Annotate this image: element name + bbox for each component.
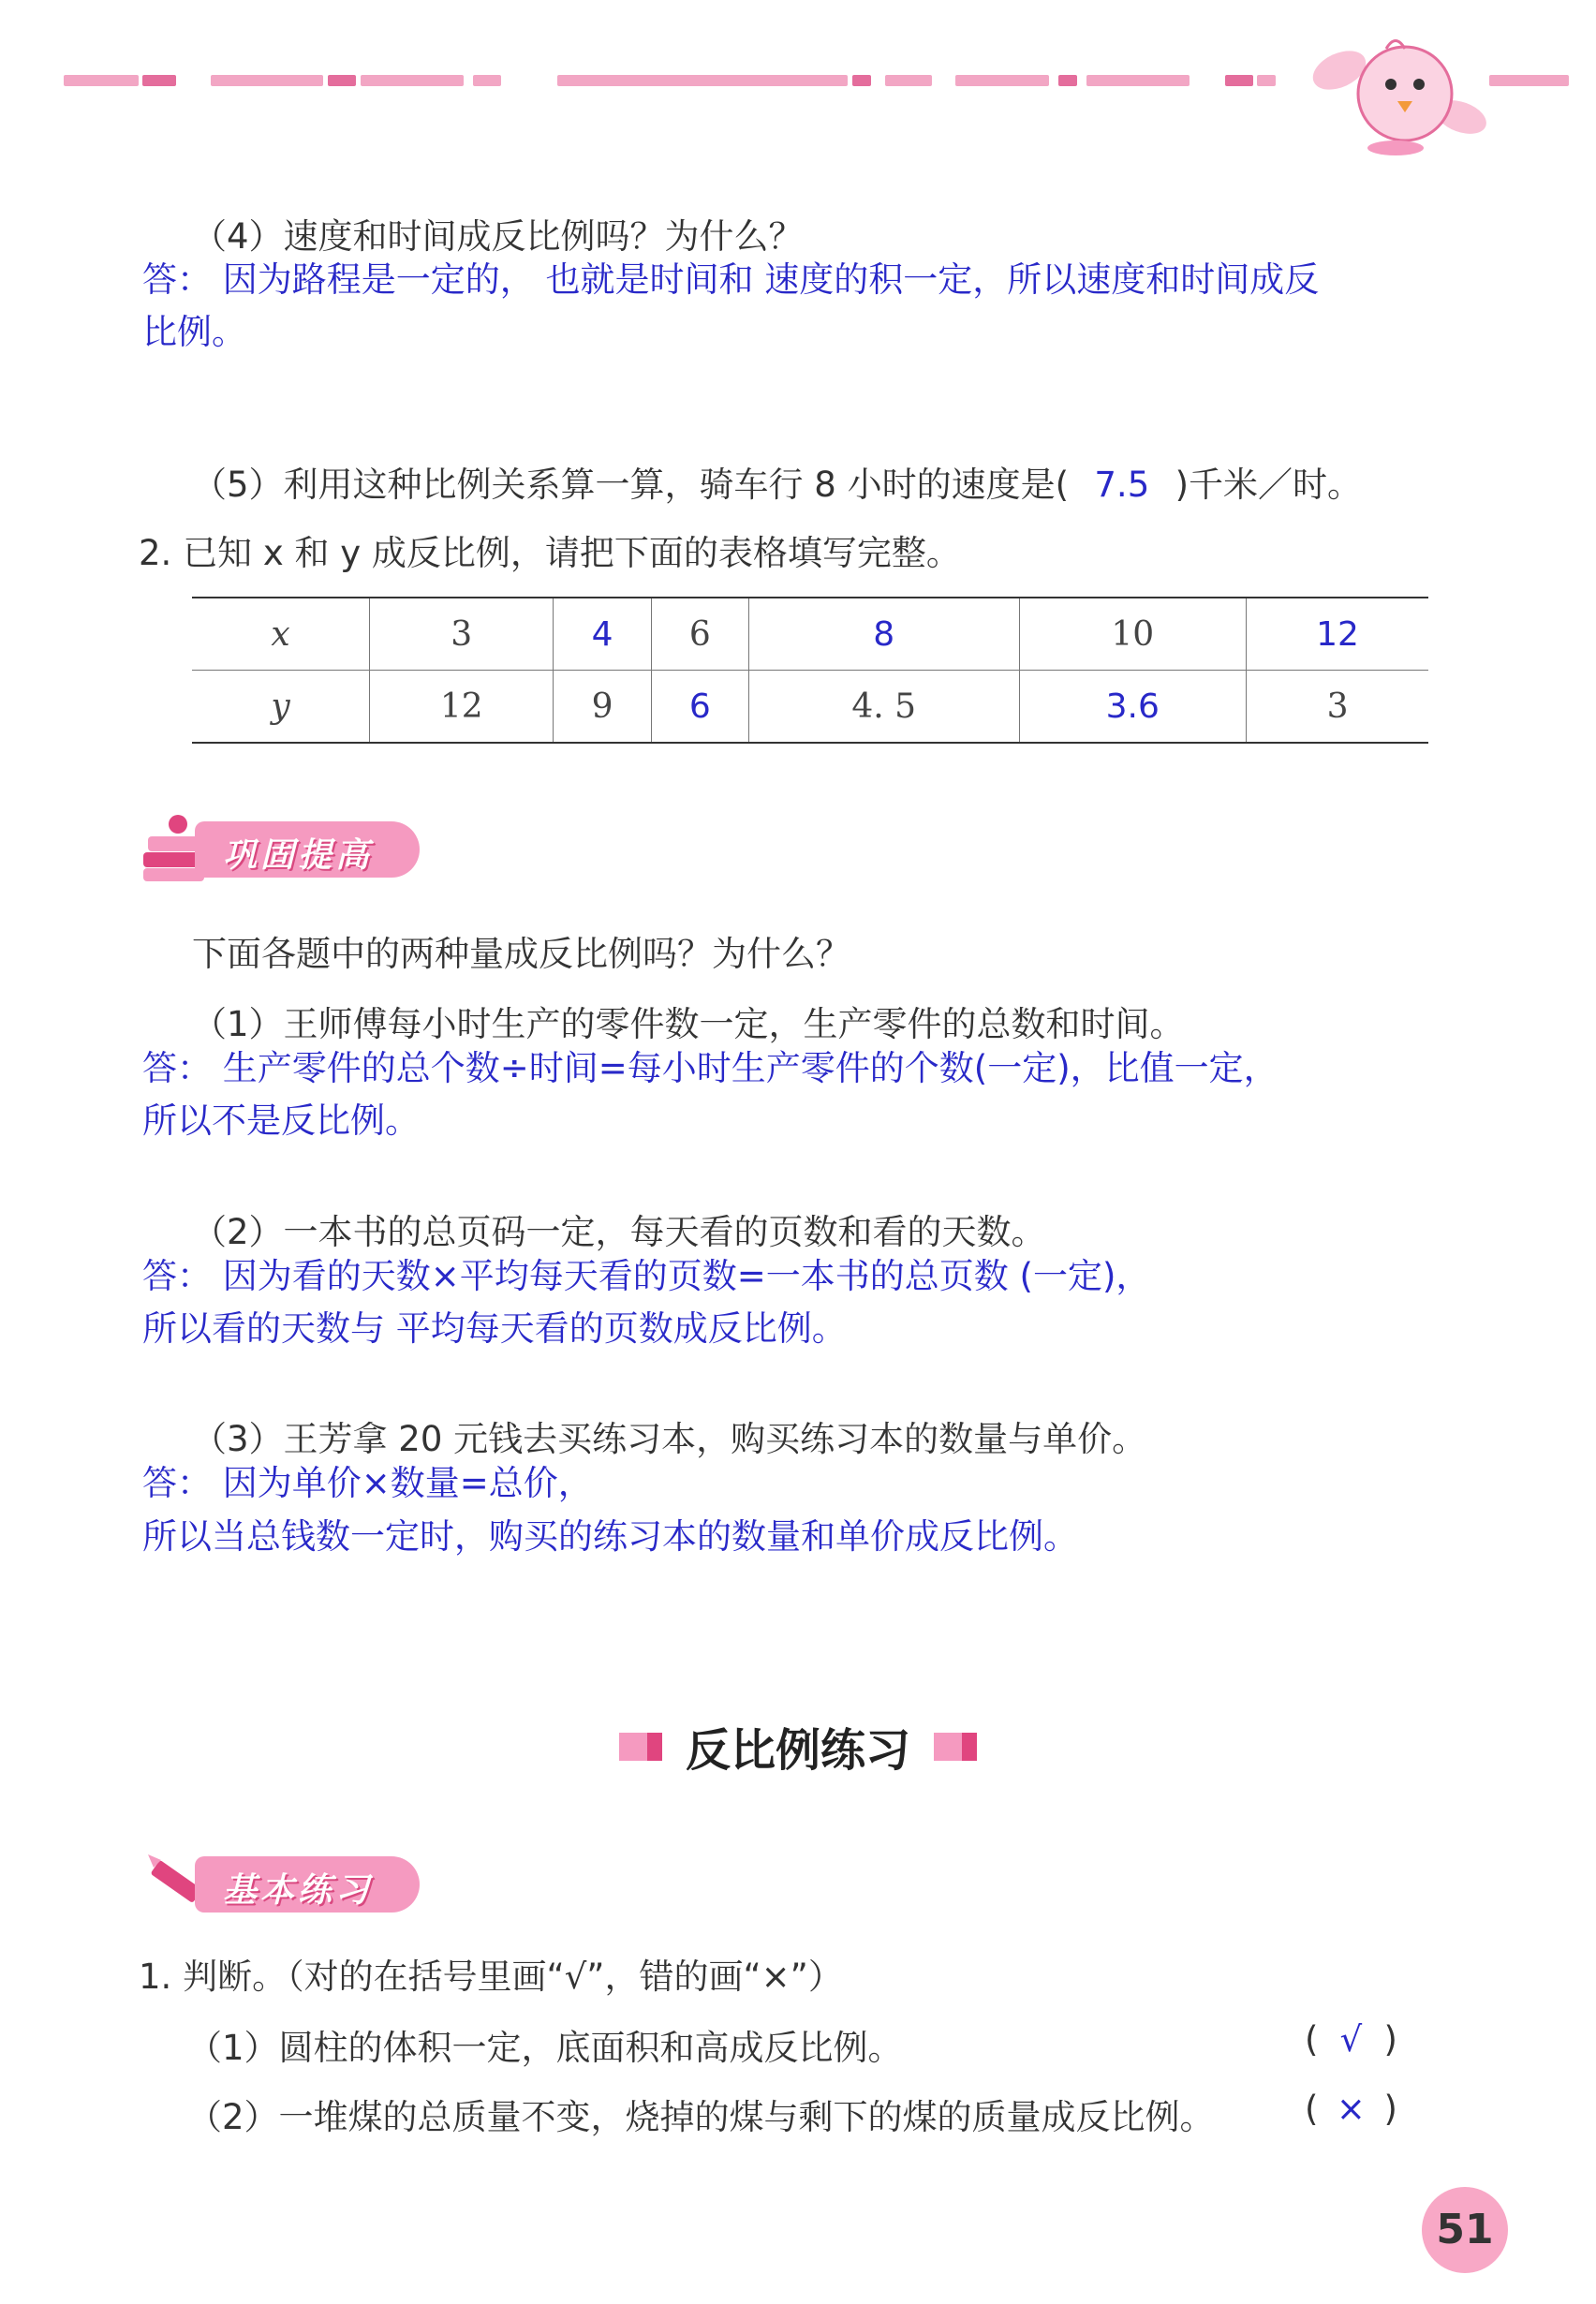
- consolidate-a2-line2: 所以看的天数与 平均每天看的页数成反比例。: [142, 1308, 847, 1349]
- judge-title: 1. 判断。（对的在括号里画“√”，错的画“×”）: [139, 1957, 843, 1997]
- table-cell: y: [192, 671, 370, 744]
- table-cell: 3: [370, 598, 554, 671]
- table-row-y: [192, 671, 1428, 744]
- question-2: 2. 已知 x 和 y 成反比例，请把下面的表格填写完整。: [139, 533, 961, 573]
- table-cell: x: [192, 598, 370, 671]
- table-cell: 12: [1247, 598, 1428, 671]
- answer-4-line2: 比例。: [142, 312, 246, 352]
- question-5: [192, 456, 1362, 507]
- section-title-text: 反比例练习: [685, 1724, 910, 1777]
- table-cell: 12: [370, 671, 554, 744]
- table-cell: 3: [1247, 671, 1428, 744]
- table-cell: 4. 5: [748, 671, 1019, 744]
- table-cell: 4: [554, 598, 651, 671]
- table-cell: 8: [748, 598, 1019, 671]
- banner-pill: [195, 821, 420, 878]
- question-4: （4）速度和时间成反比例吗？为什么？: [192, 216, 804, 257]
- title-ornament-right: [934, 1733, 977, 1761]
- judge-item-1: （1）圆柱的体积一定，底面积和高成反比例。: [187, 2028, 903, 2068]
- table-cell: 6: [651, 598, 748, 671]
- consolidate-a1-line1: 答： 生产零件的总个数÷时间=每小时生产零件的个数(一定)，比值一定，: [142, 1048, 1278, 1088]
- title-ornament-left: [619, 1733, 662, 1761]
- judge-item-2: （2）一堆煤的总质量不变，烧掉的煤与剩下的煤的质量成反比例。: [187, 2097, 1215, 2137]
- question-5-prefix: （5）利用这种比例关系算一算，骑车行 8 小时的速度是(: [192, 465, 1070, 505]
- consolidate-intro: 下面各题中的两种量成反比例吗？为什么？: [192, 934, 850, 974]
- question-5-suffix: )千米／时。: [1175, 465, 1363, 505]
- consolidate-a3-line1: 答： 因为单价×数量=总价，: [142, 1463, 593, 1503]
- answer-5: 7.5: [1094, 465, 1150, 505]
- table-row-x: [192, 598, 1428, 671]
- banner-label: 基本练习: [223, 1871, 374, 1910]
- table-cell: 6: [651, 671, 748, 744]
- table-cell: 10: [1019, 598, 1247, 671]
- answer-4-line1: 答： 因为路程是一定的， 也就是时间和 速度的积一定，所以速度和时间成反: [142, 259, 1320, 300]
- section-title: [0, 1714, 1596, 1779]
- banner-label: 巩固提高: [223, 836, 374, 875]
- consolidate-a1-line2: 所以不是反比例。: [142, 1100, 420, 1141]
- consolidate-a3-line2: 所以当总钱数一定时，购买的练习本的数量和单价成反比例。: [142, 1516, 1078, 1557]
- section-banner-basic: [139, 1845, 438, 1914]
- judge-mark-2: ×: [1336, 2089, 1366, 2129]
- consolidate-q3: （3）王芳拿 20 元钱去买练习本，购买练习本的数量与单价。: [192, 1419, 1147, 1459]
- page-number: 51: [1422, 2187, 1508, 2273]
- judge-item-2-mark: ( × ): [1305, 2089, 1397, 2129]
- consolidate-a2-line1: 答： 因为看的天数×平均每天看的页数=一本书的总页数 (一定)，: [142, 1256, 1151, 1296]
- judge-mark-1: √: [1339, 2019, 1363, 2060]
- table-cell: 9: [554, 671, 651, 744]
- consolidate-q1: （1）王师傅每小时生产的零件数一定，生产零件的总数和时间。: [192, 1004, 1185, 1044]
- section-banner-consolidate: [139, 810, 438, 879]
- judge-item-1-mark: ( √ ): [1305, 2019, 1397, 2060]
- table-cell: 3.6: [1019, 671, 1247, 744]
- proportion-table: [192, 597, 1428, 744]
- consolidate-q2: （2）一本书的总页码一定，每天看的页数和看的天数。: [192, 1212, 1046, 1252]
- chick-mascot-icon: [1302, 28, 1499, 159]
- banner-pill: [195, 1856, 420, 1913]
